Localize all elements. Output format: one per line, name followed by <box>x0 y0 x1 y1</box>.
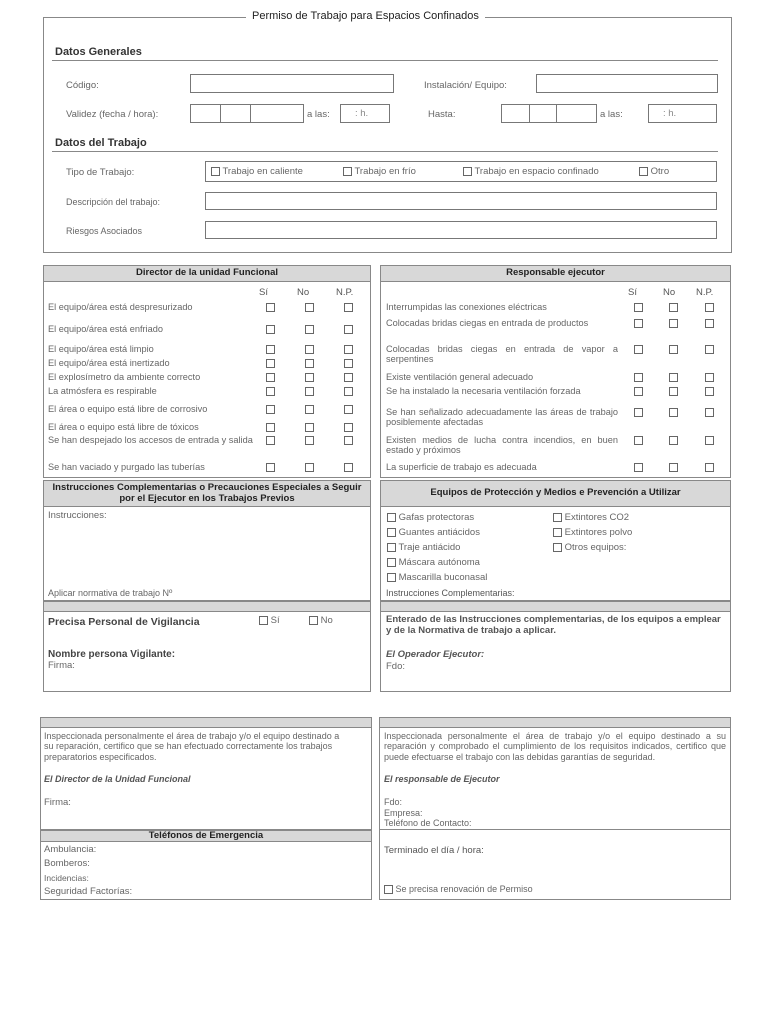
responsable-row-si-checkbox[interactable] <box>634 463 643 472</box>
validez-date-month[interactable] <box>220 104 251 123</box>
responsable-row-np-checkbox[interactable] <box>705 319 714 328</box>
telefonos-header: Teléfonos de Emergencia <box>40 830 372 842</box>
director-row-si-checkbox[interactable] <box>266 423 275 432</box>
validez-a-las-label: a las: <box>307 109 330 120</box>
tipo-caliente-label: Trabajo en caliente <box>222 166 303 177</box>
responsable-row-no-checkbox[interactable] <box>669 373 678 382</box>
equipo-label: Extintores polvo <box>564 527 633 538</box>
hasta-time-placeholder: : h. <box>663 108 677 119</box>
inspeccion-director-bar <box>40 717 372 728</box>
riesgos-label: Riesgos Asociados <box>66 226 143 236</box>
equipo-checkbox[interactable] <box>553 543 562 552</box>
vigilancia-si-option[interactable] <box>259 615 280 626</box>
validez-time-placeholder: : h. <box>355 108 369 119</box>
director-row-label: El explosímetro da ambiente correcto <box>48 372 201 382</box>
director-row-si-checkbox[interactable] <box>266 463 275 472</box>
hasta-time-input[interactable] <box>648 104 717 123</box>
equipo-label: Traje antiácido <box>398 542 461 553</box>
responsable-row-si-checkbox[interactable] <box>634 319 643 328</box>
instrucciones-label: Instrucciones: <box>48 510 107 521</box>
responsable-row-si-checkbox[interactable] <box>634 303 643 312</box>
equipo-checkbox[interactable] <box>553 528 562 537</box>
riesgos-input[interactable] <box>205 221 717 239</box>
tipo-confinado-label: Trabajo en espacio confinado <box>474 166 599 177</box>
inspeccion-responsable-bar <box>379 717 731 728</box>
director-row-no-checkbox[interactable] <box>305 387 314 396</box>
datos-generales-heading: Datos Generales <box>55 46 142 58</box>
hasta-date-day[interactable] <box>501 104 530 123</box>
responsable-row-np-checkbox[interactable] <box>705 436 714 445</box>
responsable-header: Responsable ejecutor <box>380 265 731 282</box>
responsable-col-si: Sí <box>628 287 637 298</box>
equipo-option[interactable] <box>387 572 487 583</box>
director-col-si: Sí <box>259 287 268 298</box>
descripcion-label: Descripción del trabajo: <box>66 197 161 207</box>
director-row-no-checkbox[interactable] <box>305 405 314 414</box>
instrucciones-header: Instrucciones Complementarias o Precauciones Especiales a Seguir por el Ejecutor en los Trabajos Previos <box>43 480 371 507</box>
equipo-checkbox[interactable] <box>387 573 396 582</box>
director-row-no-checkbox[interactable] <box>305 463 314 472</box>
director-row-label: Se han despejado los accesos de entrada y salida <box>48 435 253 445</box>
responsable-row-no-checkbox[interactable] <box>669 408 678 417</box>
equipo-label: Gafas protectoras <box>398 512 475 523</box>
datos-trabajo-heading: Datos del Trabajo <box>55 137 147 149</box>
tipo-otro-option[interactable] <box>639 166 669 177</box>
tipo-frio-label: Trabajo en frío <box>354 166 416 177</box>
equipo-option[interactable] <box>387 527 480 538</box>
director-row-np-checkbox[interactable] <box>344 387 353 396</box>
equipo-option[interactable] <box>553 512 629 523</box>
vigilancia-no-option[interactable] <box>309 615 333 626</box>
operador-fdo-label: Fdo: <box>386 661 406 672</box>
director-row-si-checkbox[interactable] <box>266 373 275 382</box>
director-row-si-checkbox[interactable] <box>266 436 275 445</box>
responsable-row-np-checkbox[interactable] <box>705 373 714 382</box>
director-header: Director de la unidad Funcional <box>43 265 371 282</box>
normativa-label: Aplicar normativa de trabajo Nº <box>48 588 173 598</box>
responsable-row-no-checkbox[interactable] <box>669 463 678 472</box>
equipo-checkbox[interactable] <box>387 558 396 567</box>
director-firma-label: Firma: <box>44 797 71 808</box>
director-row-np-checkbox[interactable] <box>344 325 353 334</box>
datos-generales-divider <box>52 60 718 61</box>
vigilancia-si-checkbox[interactable] <box>259 616 268 625</box>
responsable-row-np-checkbox[interactable] <box>705 408 714 417</box>
hasta-a-las-label: a las: <box>600 109 623 120</box>
responsable-row-label: Colocadas bridas ciegas en entrada de vapor a serpentines <box>386 344 618 364</box>
director-row-label: El equipo/área está enfriado <box>48 324 163 334</box>
director-row-label: La atmósfera es respirable <box>48 386 157 396</box>
equipo-option[interactable] <box>387 542 460 553</box>
inspeccion-responsable-text: Inspeccionada personalmente el área de trabajo y/o el equipo destinado a su reparación y comprobado el cumplimiento de los requisitos indicados, certifico que puede efectuarse el trabajo con las debidas garantías de seguridad. <box>384 731 726 762</box>
enterado-text: Enterado de las Instrucciones complementarias, de los equipos a emplear y de la Normativa de trabajo a aplicar. <box>386 614 721 636</box>
tipo-otro-checkbox[interactable] <box>639 167 648 176</box>
director-row-si-checkbox[interactable] <box>266 387 275 396</box>
validez-time-input[interactable] <box>340 104 390 123</box>
equipo-checkbox[interactable] <box>387 543 396 552</box>
director-row-label: El equipo/área está despresurizado <box>48 302 193 312</box>
instrucciones-complementarias-label: Instrucciones Complementarias: <box>386 588 515 598</box>
director-row-np-checkbox[interactable] <box>344 359 353 368</box>
vigilancia-label: Precisa Personal de Vigilancia <box>48 616 200 628</box>
director-row-no-checkbox[interactable] <box>305 436 314 445</box>
tipo-caliente-option[interactable] <box>211 166 303 177</box>
renovacion-option[interactable] <box>384 884 533 894</box>
responsable-row-label: Existe ventilación general adecuado <box>386 372 534 382</box>
equipo-label: Guantes antiácidos <box>398 527 480 538</box>
equipo-label: Máscara autónoma <box>398 557 480 568</box>
director-row-no-checkbox[interactable] <box>305 303 314 312</box>
responsable-fdo-label: Fdo: <box>384 797 403 807</box>
codigo-label: Código: <box>66 80 99 91</box>
responsable-row-no-checkbox[interactable] <box>669 436 678 445</box>
director-row-np-checkbox[interactable] <box>344 303 353 312</box>
responsable-row-no-checkbox[interactable] <box>669 345 678 354</box>
responsable-row-np-checkbox[interactable] <box>705 303 714 312</box>
vigilante-firma-label: Firma: <box>48 660 75 671</box>
responsable-row-no-checkbox[interactable] <box>669 303 678 312</box>
responsable-row-label: Colocadas bridas ciegas en entrada de productos <box>386 318 589 328</box>
codigo-input[interactable] <box>190 74 394 93</box>
equipo-label: Mascarilla buconasal <box>398 572 488 583</box>
validez-label: Validez (fecha / hora): <box>66 109 159 120</box>
equipo-option[interactable] <box>387 557 480 568</box>
equipo-checkbox[interactable] <box>387 513 396 522</box>
tipo-frio-option[interactable] <box>343 166 416 177</box>
form-title: Permiso de Trabajo para Espacios Confinados <box>246 10 485 22</box>
equipo-option[interactable] <box>387 512 474 523</box>
enterado-bar <box>380 601 731 612</box>
tipo-confinado-option[interactable] <box>463 166 599 177</box>
responsable-row-si-checkbox[interactable] <box>634 387 643 396</box>
general-fieldset <box>43 17 732 253</box>
tipo-confinado-checkbox[interactable] <box>463 167 472 176</box>
hasta-label: Hasta: <box>428 109 456 120</box>
director-row-no-checkbox[interactable] <box>305 325 314 334</box>
director-row-label: El área o equipo está libre de tóxicos <box>48 422 199 432</box>
telefono-seguridad-label: Seguridad Factorías: <box>44 886 133 897</box>
renovacion-label: Se precisa renovación de Permiso <box>395 884 533 894</box>
responsable-row-np-checkbox[interactable] <box>705 463 714 472</box>
responsable-firmante-label: El responsable de Ejecutor <box>384 774 500 784</box>
responsable-row-label: Se ha instalado la necesaria ventilación forzada <box>386 386 581 396</box>
equipo-option[interactable] <box>553 542 626 553</box>
tipo-frio-checkbox[interactable] <box>343 167 352 176</box>
instalacion-input[interactable] <box>536 74 718 93</box>
equipos-header: Equipos de Protección y Medios e Prevención a Utilizar <box>380 480 731 507</box>
telefono-bomberos-label: Bomberos: <box>44 858 90 869</box>
responsable-row-label: La superficie de trabajo es adecuada <box>386 462 537 472</box>
datos-trabajo-divider <box>52 151 718 152</box>
director-row-si-checkbox[interactable] <box>266 359 275 368</box>
equipo-option[interactable] <box>553 527 632 538</box>
responsable-row-si-checkbox[interactable] <box>634 436 643 445</box>
responsable-telefono-label: Teléfono de Contacto: <box>384 818 472 828</box>
director-row-np-checkbox[interactable] <box>344 436 353 445</box>
equipo-label: Otros equipos: <box>564 542 627 553</box>
director-col-no: No <box>297 287 310 298</box>
vigilancia-si-label: Sí <box>270 615 280 626</box>
director-row-label: El equipo/área está limpio <box>48 344 154 354</box>
descripcion-input[interactable] <box>205 192 717 210</box>
responsable-row-no-checkbox[interactable] <box>669 319 678 328</box>
director-row-label: Se han vaciado y purgado las tuberías <box>48 462 205 472</box>
director-row-si-checkbox[interactable] <box>266 325 275 334</box>
vigilancia-no-checkbox[interactable] <box>309 616 318 625</box>
responsable-row-si-checkbox[interactable] <box>634 345 643 354</box>
equipo-label: Extintores CO2 <box>564 512 630 523</box>
director-firmante-label: El Director de la Unidad Funcional <box>44 774 191 784</box>
responsable-row-label: Interrumpidas las conexiones eléctricas <box>386 302 547 312</box>
responsable-row-label: Existen medios de lucha contra incendios, en buen estado y próximos <box>386 435 618 455</box>
validez-date-day[interactable] <box>190 104 221 123</box>
responsable-row-label: Se han señalizado adecuadamente las áreas de trabajo posiblemente afectadas <box>386 407 618 427</box>
telefono-ambulancia-label: Ambulancia: <box>44 844 97 855</box>
director-row-np-checkbox[interactable] <box>344 373 353 382</box>
responsable-col-np: N.P. <box>696 287 714 298</box>
responsable-row-np-checkbox[interactable] <box>705 345 714 354</box>
renovacion-checkbox[interactable] <box>384 885 393 894</box>
director-row-label: El equipo/área está inertizado <box>48 358 170 368</box>
responsable-empresa-label: Empresa: <box>384 808 423 818</box>
tipo-trabajo-label: Tipo de Trabajo: <box>66 167 135 178</box>
instrucciones-panel <box>43 507 371 601</box>
equipo-checkbox[interactable] <box>387 528 396 537</box>
inspeccion-director-text: Inspeccionada personalmente el área de trabajo y/o el equipo destinado a su reparación, certifico que se han efectuado correctamente los trabajos preparatorios especificados. <box>44 731 340 762</box>
telefono-incidencias-label: Incidencias: <box>44 873 89 883</box>
responsable-row-si-checkbox[interactable] <box>634 373 643 382</box>
director-row-label: El área o equipo está libre de corrosivo <box>48 404 208 414</box>
validez-date-year[interactable] <box>250 104 304 123</box>
director-row-si-checkbox[interactable] <box>266 303 275 312</box>
director-col-np: N.P. <box>336 287 354 298</box>
hasta-date-year[interactable] <box>556 104 597 123</box>
director-row-np-checkbox[interactable] <box>344 423 353 432</box>
responsable-row-si-checkbox[interactable] <box>634 408 643 417</box>
hasta-date-month[interactable] <box>529 104 557 123</box>
director-row-no-checkbox[interactable] <box>305 359 314 368</box>
director-row-si-checkbox[interactable] <box>266 345 275 354</box>
director-row-np-checkbox[interactable] <box>344 463 353 472</box>
director-row-np-checkbox[interactable] <box>344 405 353 414</box>
director-row-no-checkbox[interactable] <box>305 423 314 432</box>
equipo-checkbox[interactable] <box>553 513 562 522</box>
terminado-label: Terminado el día / hora: <box>384 845 484 856</box>
director-row-no-checkbox[interactable] <box>305 373 314 382</box>
vigilante-nombre-label: Nombre persona Vigilante: <box>48 649 176 660</box>
operador-label: El Operador Ejecutor: <box>386 649 485 660</box>
responsable-row-no-checkbox[interactable] <box>669 387 678 396</box>
director-row-si-checkbox[interactable] <box>266 405 275 414</box>
tipo-caliente-checkbox[interactable] <box>211 167 220 176</box>
responsable-row-np-checkbox[interactable] <box>705 387 714 396</box>
vigilancia-no-label: No <box>320 615 333 626</box>
director-row-np-checkbox[interactable] <box>344 345 353 354</box>
vigilancia-bar <box>43 601 371 612</box>
instalacion-label: Instalación/ Equipo: <box>424 80 507 91</box>
responsable-col-no: No <box>663 287 676 298</box>
director-row-no-checkbox[interactable] <box>305 345 314 354</box>
tipo-otro-label: Otro <box>650 166 670 177</box>
